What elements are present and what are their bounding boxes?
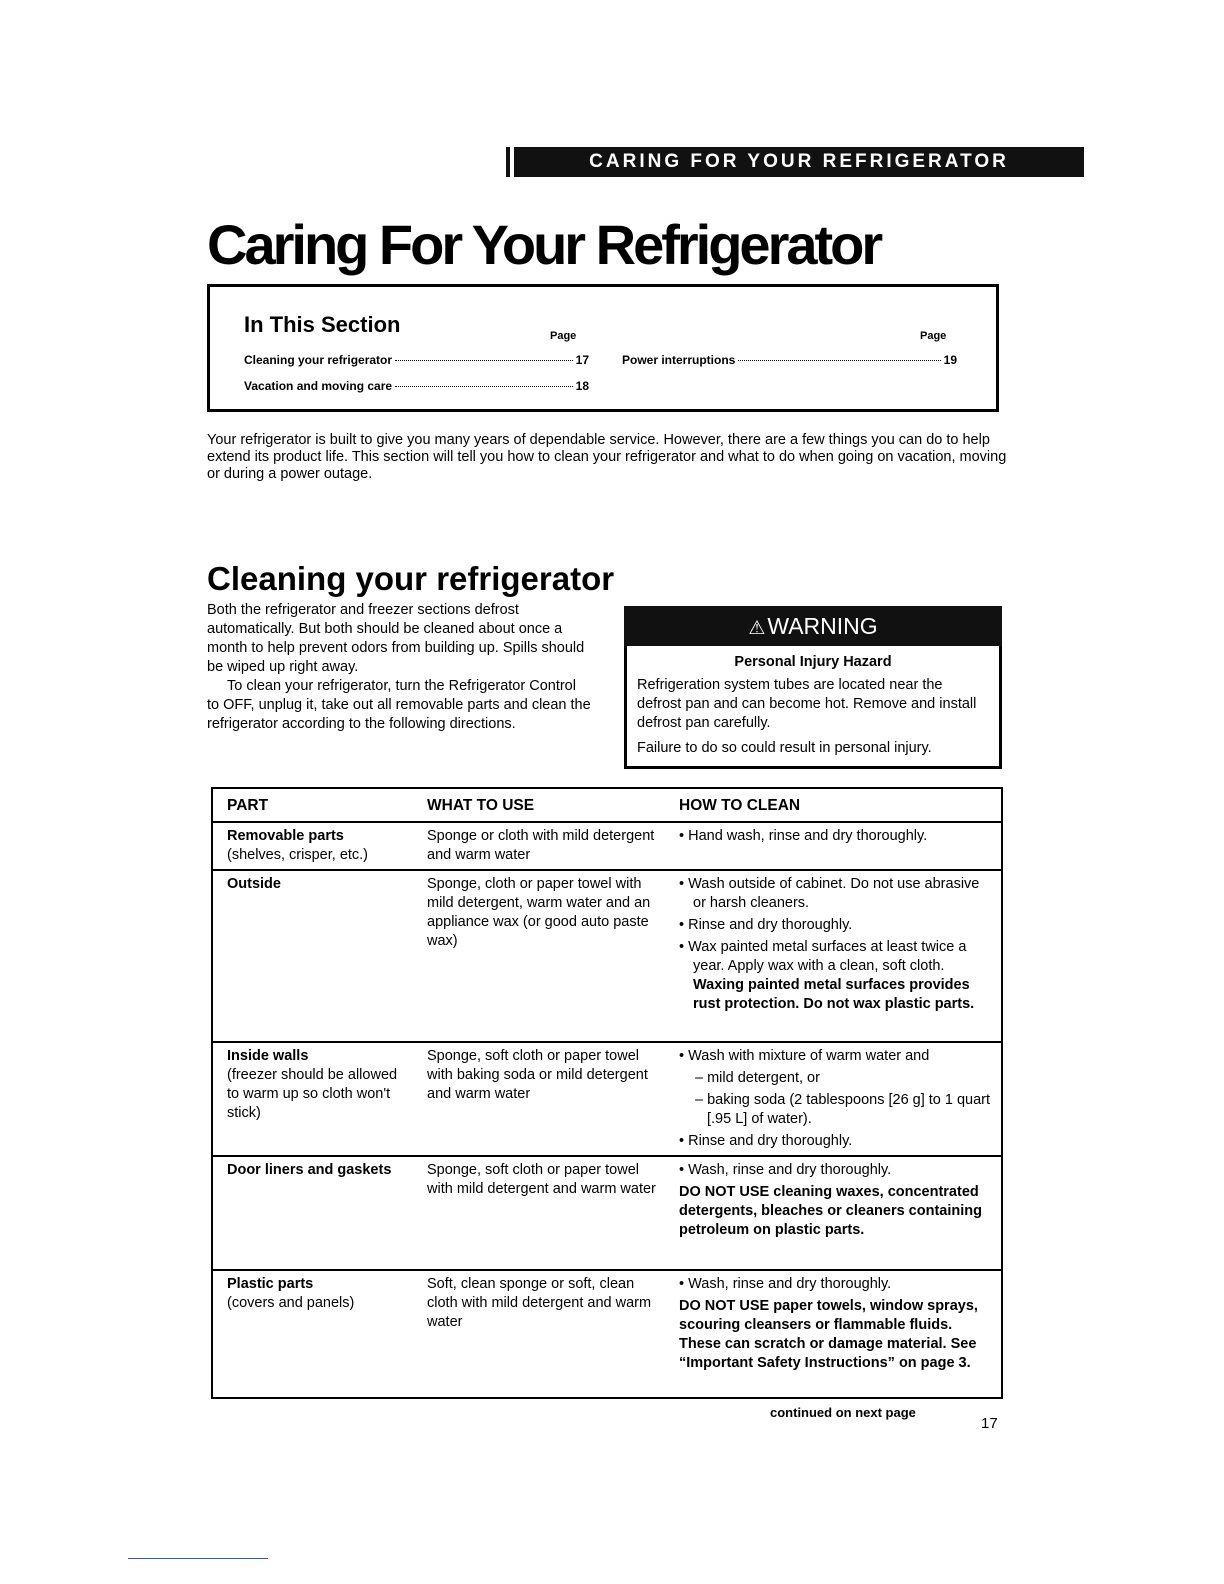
warning-icon: ⚠ [748, 618, 766, 639]
header-part: PART [227, 797, 269, 814]
toc-leader [395, 360, 573, 361]
page-number: 17 [981, 1415, 998, 1432]
toc-entry-page: 19 [943, 353, 957, 367]
bullet: • Hand wash, rinse and dry thoroughly. [679, 828, 928, 844]
what-cell: Sponge or cloth with mild detergent and warm water [427, 828, 655, 863]
part-name: Door liners and gaskets [227, 1162, 392, 1178]
toc-entry-page: 17 [575, 353, 589, 367]
cleaning-paragraph: To clean your refrigerator, turn the Refrigerator Control to OFF, unplug it, take out all removable parts and clean the refrigerator according to the following directions. [207, 678, 591, 732]
table-row [213, 1155, 1001, 1271]
table-header [213, 789, 1001, 823]
what-cell: Sponge, soft cloth or paper towel with mild detergent and warm water [427, 1162, 656, 1197]
bullet: • Wash, rinse and dry thoroughly. [679, 1276, 892, 1292]
warning-footer: Failure to do so could result in personal injury. [637, 740, 932, 756]
cleaning-body [207, 601, 592, 734]
part-cell [227, 1047, 412, 1123]
part-note: (freezer should be allowed to warm up so cloth won't stick) [227, 1067, 398, 1121]
bullet: • Wax painted metal surfaces at least twice a year. Apply wax with a clean, soft cloth. Waxing painted metal surfaces provides rust protection. Do not wax plastic parts. [679, 939, 975, 1012]
part-cell [227, 827, 412, 865]
section-banner: CARING FOR YOUR REFRIGERATOR [514, 147, 1084, 177]
bullet: • Wash, rinse and dry thoroughly. [679, 1162, 892, 1178]
warning-title: WARNING [767, 613, 878, 639]
part-cell [227, 1275, 412, 1313]
toc-heading: In This Section [244, 312, 401, 337]
warning-box [624, 606, 1002, 769]
table-row [213, 821, 1001, 871]
toc-entry-label: Power interruptions [622, 353, 736, 367]
table-row [213, 1041, 1001, 1157]
sub-bullet: – mild detergent, or [695, 1070, 820, 1086]
cleaning-table [211, 787, 1003, 1399]
what-cell: Sponge, cloth or paper towel with mild detergent, warm water and an appliance wax (or good auto paste wax) [427, 876, 651, 949]
how-cell [679, 827, 995, 849]
cleaning-heading: Cleaning your refrigerator [207, 560, 615, 597]
sub-bullet: – baking soda (2 tablespoons [26 g] to 1 quart [.95 L] of water). [695, 1092, 991, 1127]
what-cell: Soft, clean sponge or soft, clean cloth with mild detergent and warm water [427, 1276, 652, 1330]
continued-note: continued on next page [770, 1405, 916, 1420]
part-name: Outside [227, 876, 281, 892]
how-cell [679, 1047, 995, 1154]
table-row [213, 869, 1001, 1043]
bullet: • Rinse and dry thoroughly. [679, 917, 853, 933]
part-cell [227, 1161, 412, 1180]
intro-paragraph: Your refrigerator is built to give you many years of dependable service. However, there are a few things you can do to help extend its product life. This section will tell you how to clean your refrigerator and what to do when going on vacation, moving or during a power outage. [207, 432, 1007, 482]
how-cell [679, 1161, 995, 1240]
toc-entry[interactable] [622, 353, 957, 367]
part-name: Inside walls [227, 1048, 309, 1064]
bullet: • Wash with mixture of warm water and [679, 1048, 930, 1064]
footer-rule [128, 1558, 268, 1559]
toc-box [207, 284, 999, 412]
header-what: WHAT TO USE [427, 797, 535, 814]
warning-subtitle: Personal Injury Hazard [734, 654, 892, 670]
toc-page-label: Page [920, 330, 947, 342]
cleaning-paragraph: Both the refrigerator and freezer sections defrost automatically. But both should be cleaned about once a month to help prevent odors from building up. Spills should be wiped up right away. [207, 602, 585, 675]
part-name: Removable parts [227, 828, 344, 844]
caution-text: DO NOT USE cleaning waxes, concentrated detergents, bleaches or cleaners containing petroleum on plastic parts. [679, 1184, 982, 1238]
part-name: Plastic parts [227, 1276, 314, 1292]
page-title: Caring For Your Refrigerator [207, 213, 881, 276]
toc-entry[interactable] [244, 353, 589, 367]
part-note: (covers and panels) [227, 1295, 355, 1311]
warning-body: Refrigeration system tubes are located near the defrost pan and can become hot. Remove and install defrost pan carefully. [637, 677, 977, 731]
how-cell [679, 1275, 995, 1373]
what-cell: Sponge, soft cloth or paper towel with baking soda or mild detergent and warm water [427, 1048, 648, 1102]
caution-text: DO NOT USE paper towels, window sprays, scouring cleansers or flammable fluids. These can scratch or damage material. See “Important Safety Instructions” on page 3. [679, 1298, 978, 1371]
how-cell [679, 875, 995, 1017]
part-cell [227, 875, 412, 894]
toc-entry-label: Vacation and moving care [244, 379, 393, 393]
bullet: • Wash outside of cabinet. Do not use abrasive or harsh cleaners. [679, 876, 980, 911]
bullet: • Rinse and dry thoroughly. [679, 1133, 853, 1149]
toc-entry-page: 18 [575, 379, 589, 393]
toc-leader [738, 360, 940, 361]
part-note: (shelves, crisper, etc.) [227, 847, 369, 863]
warning-bar [624, 606, 1002, 646]
toc-entry-label: Cleaning your refrigerator [244, 353, 393, 367]
table-row [213, 1269, 1001, 1397]
header-how: HOW TO CLEAN [679, 797, 801, 814]
toc-page-label: Page [550, 330, 577, 342]
toc-entry[interactable] [244, 379, 589, 393]
toc-leader [395, 386, 573, 387]
